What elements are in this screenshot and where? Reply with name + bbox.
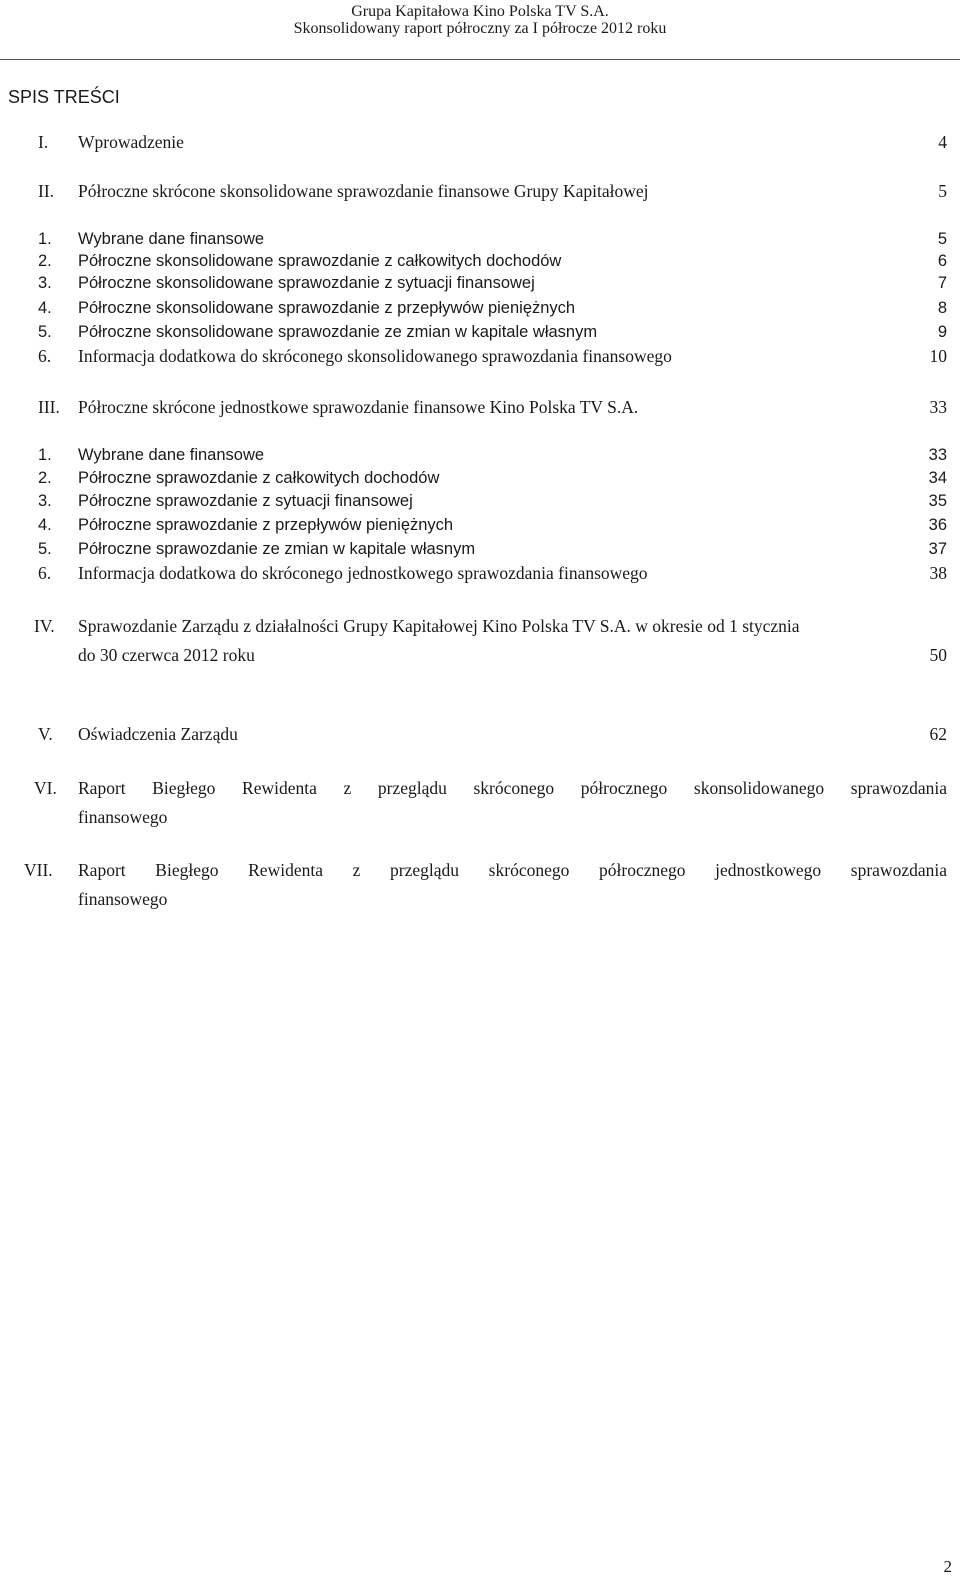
toc-entry-page: 38 — [929, 563, 947, 583]
toc-entry-number: 4. — [38, 299, 52, 317]
toc-entry-number: 1. — [38, 230, 52, 248]
toc-entry-iv[interactable] — [78, 612, 947, 670]
toc-entry-iv-page: 50 — [929, 645, 947, 665]
toc-entry-number: I. — [38, 132, 49, 152]
toc-entry-text: Wybrane dane finansowe — [78, 446, 265, 464]
toc-entry-page: 6 — [937, 252, 947, 270]
toc-entry-number: 4. — [38, 516, 52, 534]
toc-entry-text: Sprawozdanie Zarządu z działalności Grupy Kapitałowej Kino Polska TV S.A. w okresie od 1 stycznia — [78, 616, 800, 636]
toc-entry-page: 33 — [929, 397, 947, 417]
toc-entry-number: II. — [38, 181, 55, 201]
toc-entry-vii[interactable] — [78, 856, 947, 914]
header-company: Grupa Kapitałowa Kino Polska TV S.A. — [351, 3, 609, 20]
toc-entry-number: 2. — [38, 252, 52, 270]
toc-entry-text-continued: do 30 czerwca 2012 roku — [78, 645, 255, 665]
toc-entry-text: Raport Biegłego Rewidenta z przeglądu skróconego półrocznego jednostkowego sprawozdania — [78, 860, 947, 880]
header-report-title: Skonsolidowany raport półroczny za I półrocze 2012 roku — [293, 20, 667, 37]
toc-entry-number: III. — [38, 397, 60, 417]
toc-entry-text: Informacja dodatkowa do skróconego jednostkowego sprawozdania finansowego — [78, 563, 648, 583]
toc-entry-page: 4 — [938, 132, 947, 152]
toc-entry-page: 36 — [928, 516, 947, 534]
toc-entry-page: 9 — [937, 323, 947, 341]
toc-entry-text: Półroczne skonsolidowane sprawozdanie ze zmian w kapitale własnym — [78, 323, 598, 341]
toc-entry-text: Półroczne sprawozdanie z całkowitych dochodów — [78, 469, 440, 487]
toc-entry-text: Półroczne skonsolidowane sprawozdanie z całkowitych dochodów — [78, 252, 562, 270]
toc-entry-text: Półroczne sprawozdanie z sytuacji finansowej — [78, 492, 413, 510]
toc-entry-page: 33 — [928, 446, 947, 464]
toc-entry-text: Informacja dodatkowa do skróconego skonsolidowanego sprawozdania finansowego — [78, 346, 672, 366]
toc-entry-number: 2. — [38, 469, 52, 487]
toc-entry-number: 6. — [38, 563, 52, 583]
toc-entry-text: Wprowadzenie — [78, 132, 184, 152]
header-divider — [0, 59, 960, 60]
toc-entry-vi[interactable] — [78, 774, 947, 832]
toc-entry-text: Półroczne skonsolidowane sprawozdanie z przepływów pieniężnych — [78, 299, 576, 317]
toc-entry-page: 5 — [938, 181, 947, 201]
toc-entry-page: 34 — [928, 469, 947, 487]
toc-entry-number: 3. — [38, 274, 52, 292]
toc-entry-number: V. — [38, 724, 53, 744]
toc-entry-page: 10 — [929, 346, 947, 366]
toc-entry-page: 62 — [929, 724, 947, 744]
toc-entry-iv-number: IV. — [34, 616, 55, 636]
toc-entry-text: Półroczne sprawozdanie ze zmian w kapitale własnym — [78, 540, 476, 558]
toc-entry-page: 37 — [928, 540, 947, 558]
toc-entry-number: 6. — [38, 346, 52, 366]
toc-entry-number: 5. — [38, 323, 52, 341]
page-header — [0, 0, 960, 62]
toc-entry-text: Półroczne skrócone jednostkowe sprawozdanie finansowe Kino Polska TV S.A. — [78, 397, 639, 417]
toc-entry-number: 3. — [38, 492, 52, 510]
toc-entry-text-continued: finansowego — [78, 889, 168, 909]
page-number: 2 — [943, 1557, 952, 1576]
toc-entry-text: Półroczne sprawozdanie z przepływów pieniężnych — [78, 516, 454, 534]
toc-entry-page: 5 — [937, 230, 947, 248]
toc-entry-text: Oświadczenia Zarządu — [78, 724, 238, 744]
toc-entry-vi-number: VI. — [34, 778, 57, 798]
toc-entry-number: 1. — [38, 446, 52, 464]
toc-entry-text: Półroczne skrócone skonsolidowane sprawozdanie finansowe Grupy Kapitałowej — [78, 181, 649, 201]
toc-entry-number: 5. — [38, 540, 52, 558]
toc-title: SPIS TREŚCI — [8, 87, 120, 107]
toc-entry-text: Wybrane dane finansowe — [78, 230, 265, 248]
toc-entry-text: Półroczne skonsolidowane sprawozdanie z sytuacji finansowej — [78, 274, 535, 292]
toc-entry-page: 7 — [937, 274, 947, 292]
toc-entry-text: Raport Biegłego Rewidenta z przeglądu skróconego półrocznego skonsolidowanego sprawozdania — [78, 778, 947, 798]
toc-entry-page: 35 — [928, 492, 947, 510]
toc-entry-text-continued: finansowego — [78, 807, 168, 827]
toc-entry-page: 8 — [937, 299, 947, 317]
toc-entry-vii-number: VII. — [24, 860, 53, 880]
